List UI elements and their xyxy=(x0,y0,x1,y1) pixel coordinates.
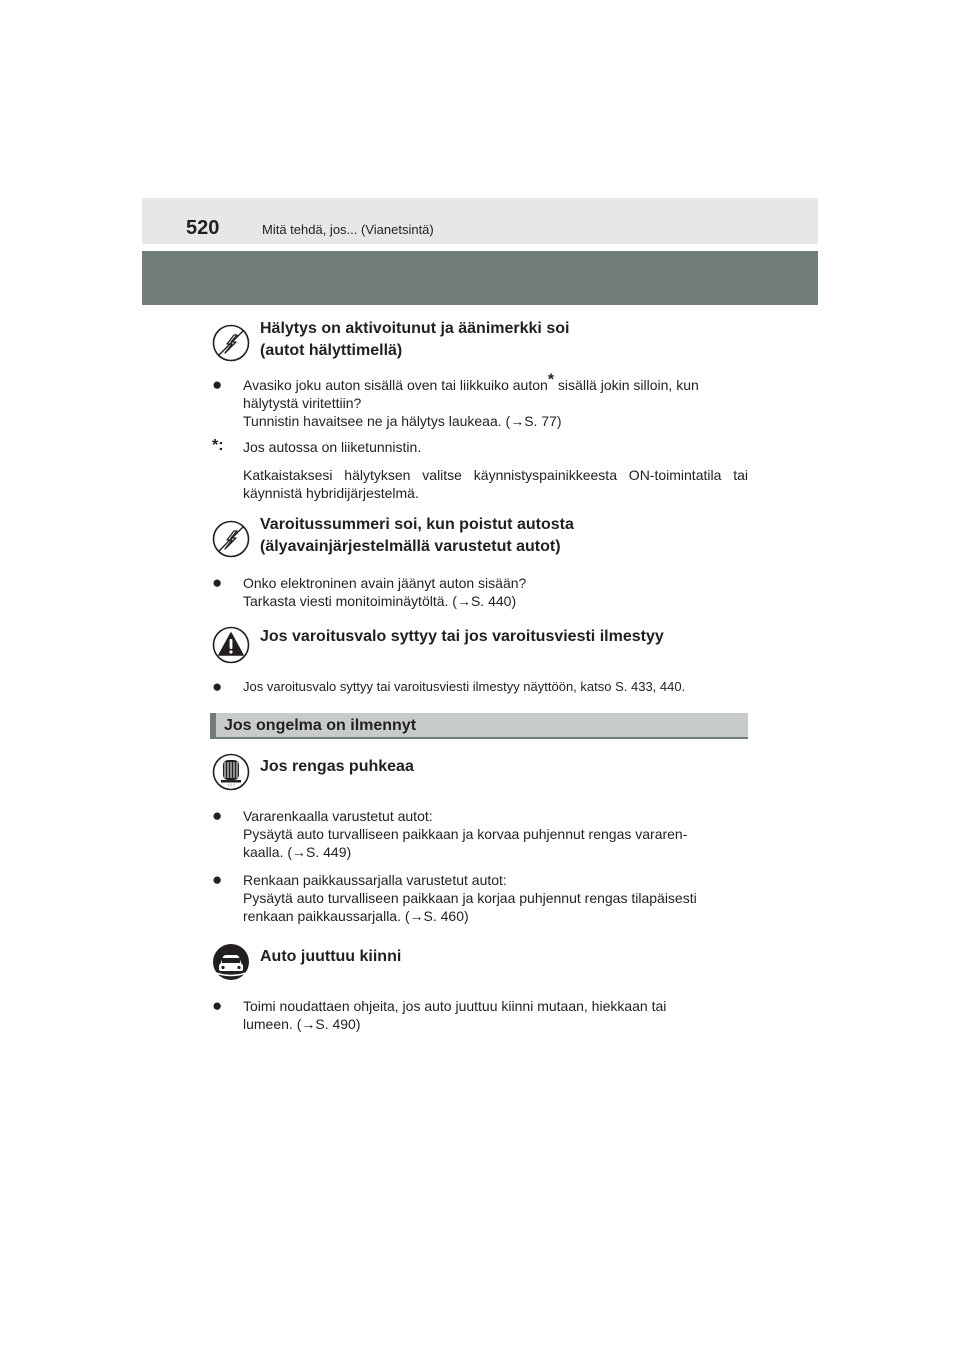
flat-tire-bullet2-line2: Pysäytä auto turvalliseen paikkaan ja korjaa puhjennut rengas tilapäisesti xyxy=(243,890,697,906)
stuck-bullet-line1: Toimi noudattaen ohjeita, jos auto juuttuu kiinni mutaan, hiekkaan tai xyxy=(243,998,667,1014)
warning-light-section xyxy=(212,626,748,666)
stuck-car-icon xyxy=(212,943,250,981)
alarm-heading xyxy=(260,318,748,362)
buzzer-heading xyxy=(260,514,748,558)
flat-tire-heading: Jos rengas puhkeaa xyxy=(260,758,414,775)
buzzer-bullet-line2: Tarkasta viesti monitoiminäytöltä. (→S. 440) xyxy=(243,593,517,609)
bullet-dot: ● xyxy=(212,573,223,592)
flat-tire-bullet2-line1: Renkaan paikkaussarjalla varustetut autot: xyxy=(243,872,507,888)
warning-light-heading: Jos varoitusvalo syttyy tai jos varoitusviesti ilmestyy xyxy=(260,628,664,645)
bullet-dot: ● xyxy=(212,870,223,889)
footnote xyxy=(212,438,748,456)
flat-tire-bullet1-line2: Pysäytä auto turvalliseen paikkaan ja korvaa puhjennut rengas vararen- xyxy=(243,826,688,842)
flat-tire-section xyxy=(212,753,748,793)
buzzer-heading-line1: Varoitussummeri soi, kun poistut autosta xyxy=(260,516,574,533)
warning-light-bullet: Jos varoitusvalo syttyy tai varoitusviesti ilmestyy näyttöön, katso S. 433, 440. xyxy=(243,679,686,694)
bullet-dot: ● xyxy=(212,375,223,394)
footnote-mark: *: xyxy=(212,437,224,454)
lightning-warning-icon xyxy=(212,520,250,558)
alarm-extra-paragraph: Katkaistaksesi hälytyksen valitse käynnistyspainikkeesta ON-toimintatila tai käynnistä hybridijärjestelmä. xyxy=(243,467,748,501)
buzzer-bullet-line1: Onko elektroninen avain jäänyt auton sisään? xyxy=(243,575,527,591)
alarm-heading-line2: (autot hälyttimellä) xyxy=(260,342,403,359)
stuck-bullet-line2: lumeen. (→S. 490) xyxy=(243,1016,361,1032)
flat-tire-icon xyxy=(212,753,250,791)
alarm-bullet-text-a: Avasiko joku auton sisällä oven tai liikkuiko auton xyxy=(243,377,548,393)
list-item xyxy=(212,574,748,610)
list-item xyxy=(212,678,748,696)
alarm-bullet-line3: Tunnistin havaitsee ne ja hälytys laukeaa. (→S. 77) xyxy=(243,413,562,429)
alarm-bullet-line2: hälytystä viritettiin? xyxy=(243,395,362,411)
flat-tire-bullet1-line3: kaalla. (→S. 449) xyxy=(243,844,352,860)
list-item xyxy=(212,371,748,430)
stuck-car-heading: Auto juuttuu kiinni xyxy=(260,948,402,965)
list-item xyxy=(212,807,748,861)
svg-text:! ! !: ! ! ! xyxy=(227,783,235,788)
list-item xyxy=(212,997,748,1033)
page-header xyxy=(142,198,818,244)
alarm-bullet-text-b: sisällä jokin silloin, kun xyxy=(554,377,699,393)
bullet-dot: ● xyxy=(212,806,223,825)
problem-section-bar: Jos ongelma on ilmennyt xyxy=(210,713,748,739)
alarm-section xyxy=(212,318,748,366)
lightning-warning-icon xyxy=(212,324,250,362)
chapter-title: Mitä tehdä, jos... (Vianetsintä) xyxy=(262,222,434,237)
bullet-dot: ● xyxy=(212,996,223,1015)
page-content xyxy=(212,318,748,1033)
page-number: 520 xyxy=(186,217,220,239)
stuck-car-section xyxy=(212,943,748,987)
bullet-dot: ● xyxy=(212,677,223,696)
alarm-heading-line1: Hälytys on aktivoitunut ja äänimerkki soi xyxy=(260,320,570,337)
section-band xyxy=(142,251,818,305)
buzzer-heading-line2: (älyavainjärjestelmällä varustetut autot) xyxy=(260,538,561,555)
footnote-text: Jos autossa on liiketunnistin. xyxy=(243,439,422,455)
list-item xyxy=(212,871,748,925)
flat-tire-bullet1-line1: Vararenkaalla varustetut autot: xyxy=(243,808,433,824)
buzzer-section xyxy=(212,514,748,562)
exclamation-triangle-icon xyxy=(212,626,250,664)
flat-tire-bullet2-line3: renkaan paikkaussarjalla. (→S. 460) xyxy=(243,908,469,924)
footnote-mark: * xyxy=(547,371,555,389)
